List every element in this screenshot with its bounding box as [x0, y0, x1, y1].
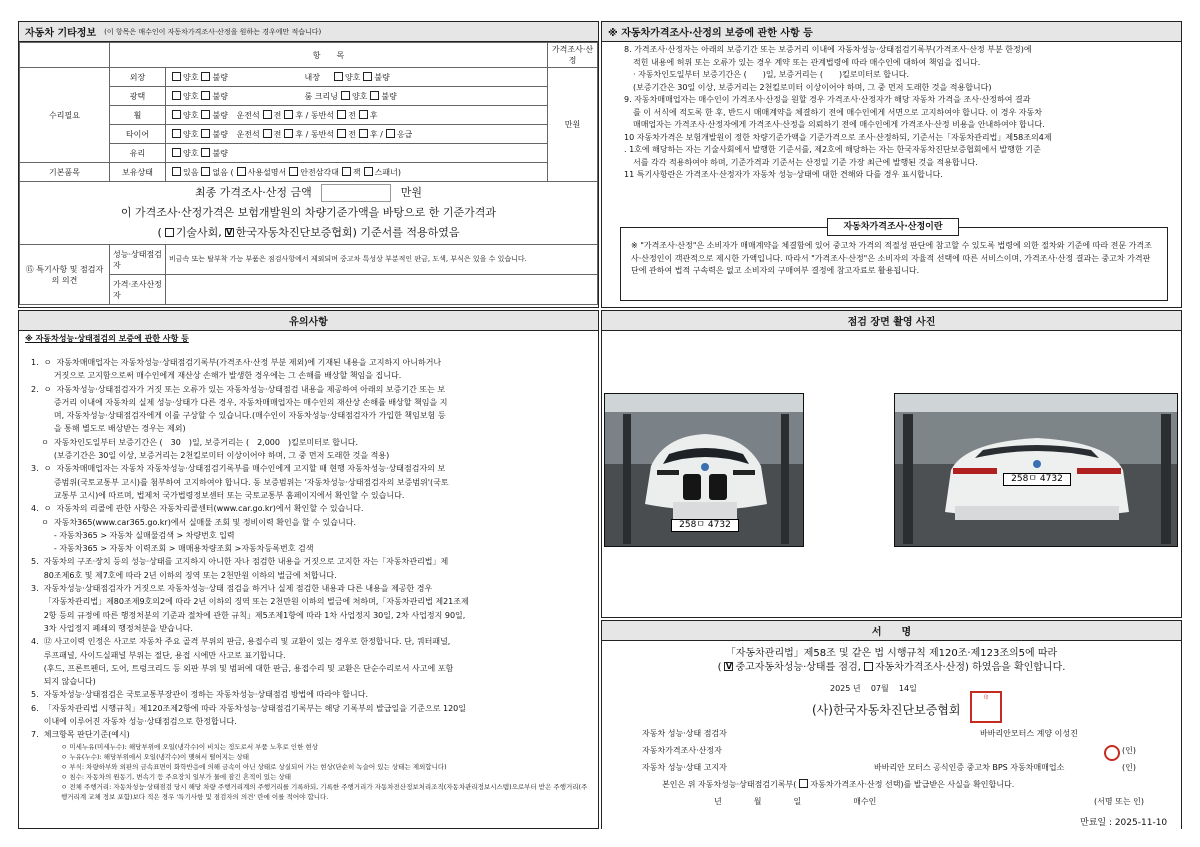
checkbox[interactable]	[237, 167, 246, 176]
criteria-line: ㅇ 누유(누수): 해당부위에서 오일(냉각수)이 맺혀서 떨어지는 상태	[61, 752, 249, 761]
note-line: ㅇ 자동차365(www.car365.go.kr)에서 실매물 조회 및 정비이력 확인을 할 수 있습니다.	[31, 517, 356, 527]
note-line: 「자동차관리법」제80조제9호의2에 따라 2년 이하의 징역 또는 2천만원 이하의 벌금에 처하며,「자동차관리법 제21조제	[31, 597, 469, 607]
checkbox[interactable]	[364, 167, 373, 176]
price-label: 가격·조사산정자	[110, 275, 166, 305]
plate-front: 258ㅁ 4732	[671, 519, 739, 532]
checkbox[interactable]	[359, 110, 368, 119]
checkbox[interactable]	[263, 110, 272, 119]
checkbox[interactable]	[284, 129, 293, 138]
org-seal: 印	[970, 691, 1002, 723]
note-line: 며, 자동차성능·상태점검자에게 이를 구상할 수 있습니다.(매수인이 자동차성능·상태점검자가 가입한 책임보험 등	[31, 411, 446, 421]
note-line: 6. 「자동차관리법 시행규칙」제120조제2항에 따라 자동차성능·상태점검기록부는 해당 기록부의 발급일을 기준으로 120일	[31, 703, 466, 713]
note-line: 증거리 이내에 자동차의 실제 성능·상태가 다른 경우, 자동차매매업자는 매수인의 재산상 손해를 배상할 책임을 지	[31, 397, 448, 407]
expire-date: 만료일 : 2025-11-10	[1080, 818, 1168, 828]
col-price: 가격조사·산정	[548, 43, 598, 68]
note-line: 5. 자동차성능·상태점검은 국토교통부장관이 정하는 자동차성능·상태점검 방법에 따라야 합니다.	[31, 690, 368, 700]
row-tire: 타이어	[110, 125, 166, 144]
item-9: 9. 자동차매매업자는 매수인이 가격조사·산정을 원할 경우 가격조사·산정자가 해당 자동차 가격을 조사·산정하여 결과	[624, 95, 1031, 104]
photo-title: 점검 장면 촬영 사진	[602, 311, 1181, 331]
checkbox[interactable]	[201, 148, 210, 157]
checkbox[interactable]	[341, 91, 350, 100]
note-line: 5. 자동차의 구조·장치 등의 성능·상태를 고지하지 아니한 자나 점검한 내용을 거짓으로 고지한 자는「자동차관리법」제	[31, 557, 449, 567]
sign-date: 2025 년 07월 14일	[830, 684, 917, 693]
checkbox[interactable]	[201, 72, 210, 81]
checkbox[interactable]	[864, 662, 873, 671]
checkbox[interactable]	[289, 167, 298, 176]
basic-label: 기본품목	[20, 163, 110, 182]
checkbox[interactable]	[201, 167, 210, 176]
misc-table: 항 목 가격조사·산정 수리필요 외장 양호 불량 내장 양호 불량 만원 광택 양호 불량 룸 크리닝 양호 불량 휠 양호 불량 운전석 전 후 / 동반석 전 후 타이어 양호 불량 운전석 전 후 / 동반석 전 후 / 응급 유리 양호 불량 기본품목 보유상태 있음 없음 ( 사용설명서 안전삼각대 잭 스패너) 최종 가격조사·산정 금액 만원 이 가격조사·산정가격은 보험개발원의 차량기준가액을 바탕으로 한 기준가격과 ( 기술사회, V 한국자동차진단보증협회) 기준서를 적용하였음 ⑮ 특기사항 및 점검자의 의견 성능·상태점검자 비금속 또는 탈부착 가능 부품은 점검사항에서 제외되며 중고차 특성상 부분적인 판금, 도색, 부식은 있을 수 있습니다. 가격·조사산정자	[19, 42, 598, 305]
note-line: (보증기간은 30일 이상, 보증거리는 2천킬로미터 이상이어야 하며, 그 중 먼저 도래한 것을 적용)	[31, 451, 390, 461]
checkbox[interactable]	[799, 779, 808, 788]
note-line: 루프패널, 사이드실패널 부위는 절단, 용접 시에만 사고로 표기합니다.	[31, 650, 286, 660]
row-glass: 유리	[110, 144, 166, 163]
checkbox[interactable]	[172, 167, 181, 176]
row-gloss: 광택	[110, 87, 166, 106]
checkbox[interactable]	[172, 129, 181, 138]
car-rear-photo	[894, 393, 1178, 547]
item-11: 11 특기사항란은 가격조사·산정자가 자동차 성능·상태에 대한 견해와 다를 경우 표시합니다.	[624, 170, 943, 179]
note-line: 4. ㅇ 자동차의 리콜에 관한 사항은 자동차리콜센터(www.car.go.kr)에서 확인할 수 있습니다.	[31, 504, 364, 514]
signature-section: 서 명 「자동차관리법」제58조 및 같은 법 시행규칙 제120조·제123조의5에 따라 ( V 중고자동차성능·상태를 점검, 자동차가격조사·산정) 하였음을 확인합니다. 2025 년 07월 14일 (사)한국자동차진단보증협회 印 자동차 성능·상태 점검자 바바리안모터스 계양 이성진 자동차가격조사·산정자 (인) 자동차 성능·상태 고지자 바바리안 모터스 공식인증 중고차 BPS 자동차매매업소 (인) 본인은 위 자동차성능·상태점검기록부( 자동차가격조사·산정 선택)를 발급받은 사실을 확인합니다. 년 월 일 매수인 (서명 또는 인)	[601, 620, 1182, 829]
checkbox[interactable]	[337, 129, 346, 138]
repair-label: 수리필요	[20, 68, 110, 163]
box-text: ※ "가격조사·산정"은 소비자가 매매계약을 체결함에 있어 중고차 가격의 적절성 판단에 참고할 수 있도록 법령에 의한 절차와 기준에 따라 전문 가격조사·산정인이 객관적으로 제시한 가액입니다. 따라서 "가격조사·산정"은 소비자의 자율적 선택에 따른 서비스이며, 가격조사·산정 결과는 중고차 가격판단에 관하여 법적 구속력은 없고 소비자의 구매여부 결정에 참고자료로 활용됩니다.	[620, 227, 1168, 301]
plate-rear: 258ㅁ 4732	[1003, 473, 1071, 486]
note-line: 4. ⑫ 사고이력 인정은 사고로 자동차 주요 골격 부위의 판금, 용접수리 및 교환이 있는 경우로 한정합니다. 단, 쿼터패널,	[31, 637, 451, 647]
note-line: 교통부 고시)에 따르며, 법제처 국가법령정보센터 또는 국토교통부 홈페이지에서 확인할 수 있습니다.	[31, 490, 405, 500]
checkbox[interactable]	[172, 91, 181, 100]
sign-line1: 「자동차관리법」제58조 및 같은 법 시행규칙 제120조·제123조의5에 따라	[725, 648, 1058, 659]
criteria-line: ㅇ 침수: 자동차의 원동기, 변속기 등 주요장치 일부가 물에 잠긴 흔적이 있는 상태	[61, 772, 291, 781]
checkbox[interactable]	[386, 129, 395, 138]
checkbox[interactable]	[363, 72, 372, 81]
row-inspector: 자동차 성능·상태 점검자	[642, 729, 727, 738]
note-line: - 자동차365 > 자동차 실매물검색 > 차량번호 입력	[31, 530, 235, 540]
note-line: 2항 등의 규정에 따른 행정처분의 기준과 절차에 관한 규칙」제5조제1항에 따라 1차 사업정지 30일, 2차 사업정지 90일,	[31, 610, 466, 620]
notes-list	[19, 346, 598, 742]
note-line: 7. 체크항목 판단기준(예시)	[31, 730, 130, 740]
note-line: 되지 않습니다)	[31, 677, 96, 687]
misc-note: (이 항목은 매수인이 자동차가격조사·산정을 원하는 경우에만 적습니다)	[104, 27, 322, 36]
note-line: 2. ㅇ 자동차성능·상태점검자가 거짓 또는 오류가 있는 자동차성능·상태점검 내용을 제공하여 아래의 보증기간 또는 보	[31, 384, 446, 394]
note-line: 이내에 이루어진 자동차 성능·상태점검으로 한정합니다.	[31, 717, 237, 727]
notes-title: 유의사항	[19, 311, 598, 331]
criteria-line: ㅇ 전체 주행거리: 자동차성능·상태점검 당시 해당 차량 주행거리계의 주행거리를 기록하되, 기록한 주행거리가 자동차전산정보처리조직(자동차관리정보시스템)으로부터 받은 주행거리(주행거리계 교체 정보 포함)보다 적은 경우 '특기사항 및 점검자의 의견' 란에 이를 적어야 합니다.	[61, 782, 588, 801]
row-price-appraiser: 자동차가격조사·산정자	[642, 746, 722, 755]
sign-org: (사)한국자동차진단보증협회	[812, 703, 961, 717]
note-line: 80조제6호 및 제7호에 따라 2년 이하의 징역 또는 2천만원 이하의 벌금에 처합니다.	[31, 570, 337, 580]
note-line: 3. 자동차성능·상태점검자가 거짓으로 자동차성능·상태 점검을 하거나 실제 점검한 내용과 다른 내용을 제공한 경우	[31, 584, 433, 594]
final-amount-field[interactable]	[321, 184, 391, 202]
misc-info-section	[18, 21, 599, 308]
checkbox[interactable]	[201, 129, 210, 138]
row-wheel: 휠	[110, 106, 166, 125]
item-10: 10 자동차가격은 보험개발원이 정한 차량기준가액을 기준가격으로 조사·산정하되, 기준서는「자동차관리법」제58조의4제	[624, 132, 1052, 142]
note-line: - 자동차365 > 자동차 이력조회 > 매매용차량조회 >자동차등록번호 검색	[31, 544, 314, 554]
criteria-list	[19, 742, 598, 802]
car-front-photo	[604, 393, 804, 547]
col-item: 항 목	[110, 43, 548, 68]
price-guarantee-section: ※ 자동차가격조사·산정의 보증에 관한 사항 등 8. 가격조사·산정자는 아래의 보증기간 또는 보증거리 이내에 자동차성능·상태점검기록부(가격조사·산정 부분 한정)에 적힌 내용에 허위 또는 오류가 있는 경우 계약 또는 관계법령에 따라 매수인에 대하여 책임을 집니다. · 자동차인도일부터 보증기간은 ( )일, 보증거리는 ( )킬로미터로 합니다. (보증기간은 30일 이상, 보증거리는 2천킬로미터 이상이어야 하며, 그 중 먼저 도래한 것을 적용합니다) 9. 자동차매매업자는 매수인이 가격조사·산정을 원할 경우 가격조사·산정자가 해당 자동차 가격을 조사·산정하여 결과 를 이 서식에 적도록 한 후, 반드시 매매계약을 체결하기 전에 매수인에게 서면으로 고지하여야 합니다. 이 경우 자동차 매매업자는 가격조사·산정자에게 가격조사·산정을 의뢰하기 전에 매수인에게 가격조사·산정 비용을 안내하여야 합니다. 10 자동차가격은 보험개발원이 정한 차량기준가액을 기준가격으로 조사·산정하되, 기준서는「자동차관리법」제58조의4제 . 1호에 해당하는 자는 기술사회에서 발행한 기준서를, 제2호에 해당하는 자는 한국자동차진단보증협회에서 발행한 기준 서를 각각 적용하여야 하며, 기준가격과 기준서는 산정일 기준 가장 최근에 발행된 것을 적용합니다. 11 특기사항란은 가격조사·산정자가 자동차 성능·상태에 대한 견해와 다를 경우 표시합니다. 자동차가격조사·산정이란 ※ "가격조사·산정"은 소비자가 매매계약을 체결함에 있어 중고차 가격의 적절성 판단에 참고할 수 있도록 법령에 의한 절차와 기준에 따라 전문 가격조사·산정인이 객관적으로 제시한 가액입니다. 따라서 "가격조사·산정"은 소비자의 자율적 선택에 따른 서비스이며, 가격조사·산정 결과는 중고차 가격판단에 관하여 법적 구속력은 없고 소비자의 구매여부 결정에 참고자료로 활용됩니다.	[601, 21, 1182, 308]
checkbox[interactable]	[172, 72, 181, 81]
item-8: 8. 가격조사·산정자는 아래의 보증기간 또는 보증거리 이내에 자동차성능·상태점검기록부(가격조사·산정 부분 한정)에	[624, 45, 1032, 54]
inspector-seal	[1104, 745, 1120, 761]
row-own: 보유상태	[110, 163, 166, 182]
misc-title: 자동차 기타정보	[25, 28, 97, 39]
box-title: 자동차가격조사·산정이란	[827, 218, 959, 236]
note-line: 증범위(국토교통부 고시)를 첨부하여 고지하여야 합니다. 동 보증범위는 '자동차성능·상태점검자의 보증범위'(국토	[31, 477, 449, 487]
checkbox[interactable]	[201, 110, 210, 119]
perf-text: 비금속 또는 탈부착 가능 부품은 점검사항에서 제외되며 중고차 특성상 부분적인 판금, 도색, 부식은 있을 수 있습니다.	[166, 245, 598, 275]
criteria-line: ㅇ 부식: 차량하부와 외판의 금속표면이 화학반응에 의해 금속이 아닌 상태로 상실되어 가는 현상(단순히 녹슬어 있는 상태는 제외합니다)	[61, 762, 447, 771]
checkbox-checked[interactable]: V	[226, 227, 233, 237]
note-line: (후드, 프론트펜더, 도어, 트렁크리드 등 외판 부위 및 범퍼에 대한 판금, 용접수리 및 교환은 단순수리로서 사고에 포함	[31, 663, 454, 673]
checkbox[interactable]	[370, 91, 379, 100]
notes-sub: ※ 자동차성능·상태점검의 보증에 관한 사항 등	[25, 334, 189, 343]
note-line: ㅇ 자동차인도일부터 보증기간은 ( 30 )일, 보증거리는 ( 2,000 )킬로미터로 합니다.	[31, 437, 359, 447]
checkbox-checked[interactable]: V	[725, 661, 733, 671]
note-line: 거짓으로 고지함으로써 매수인에게 재산상 손해가 발생한 경우에는 그 손해를 배상할 책임을 집니다.	[31, 371, 402, 381]
base-line: 이 가격조사·산정가격은 보험개발원의 차량기준가액을 바탕으로 한 기준가격과	[120, 206, 497, 219]
special-label: ⑮ 특기사항 및 점검자의 의견	[20, 245, 110, 305]
perf-label: 성능·상태점검자	[110, 245, 166, 275]
won-unit: 만원	[548, 68, 598, 182]
checkbox[interactable]	[342, 167, 351, 176]
checkbox[interactable]	[334, 72, 343, 81]
sign-title: 서 명	[602, 621, 1181, 641]
checkbox[interactable]	[263, 129, 272, 138]
note-line: 1. ㅇ 자동차매매업자는 자동차성능·상태점검기록부(가격조사·산정 부분 제외)에 기재된 내용을 고지하지 아니하거나	[31, 358, 442, 367]
checkbox[interactable]	[359, 129, 368, 138]
note-line: 3. ㅇ 자동차매매업자는 자동차 자동차성능·상태점검기록부를 매수인에게 고지할 때 현행 자동차성능·상태점검자의 보	[31, 464, 446, 474]
guarantee-title: ※ 자동차가격조사·산정의 보증에 관한 사항 등	[602, 22, 1181, 42]
notes-section	[18, 310, 599, 829]
checkbox[interactable]	[284, 110, 293, 119]
row-notifier: 자동차 성능·상태 고지자	[642, 763, 727, 772]
note-line: 3차 사업정지 폐쇄의 행정처분을 받습니다.	[31, 623, 193, 633]
criteria-line: ㅇ 미세누유(미세누수): 해당부위에 오일(냉각수)이 비치는 정도로서 부품 노후로 인한 현상	[61, 742, 318, 751]
photo-section	[601, 310, 1182, 618]
checkbox[interactable]	[172, 110, 181, 119]
checkbox[interactable]	[165, 228, 174, 237]
row-exterior: 외장	[110, 68, 166, 87]
checkbox[interactable]	[201, 91, 210, 100]
final-label: 최종 가격조사·산정 금액	[194, 186, 312, 199]
note-line: 을 통해 별도로 배상받는 경우는 제외)	[31, 424, 186, 434]
checkbox[interactable]	[337, 110, 346, 119]
checkbox[interactable]	[172, 148, 181, 157]
